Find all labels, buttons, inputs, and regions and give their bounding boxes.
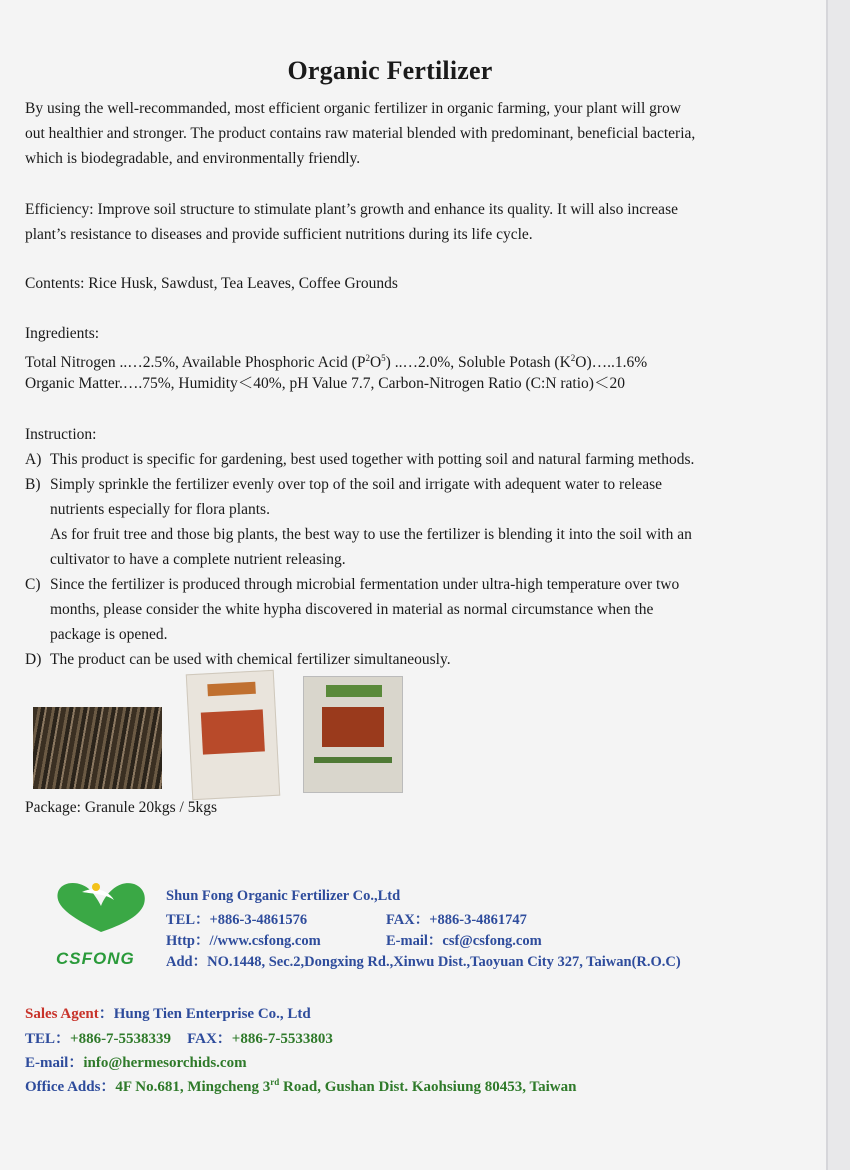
item-label: A) bbox=[25, 451, 42, 468]
ingredients-heading: Ingredients: bbox=[25, 325, 100, 342]
ingredient-text: ) ..…2.0%, Soluble Potash (K bbox=[385, 354, 571, 372]
instruction-item-a bbox=[25, 447, 765, 472]
office-address: Road, Gushan Dist. Kaohsiung 80453, Taiwan bbox=[279, 1079, 577, 1095]
page-edge bbox=[826, 0, 850, 1170]
document-title: Organic Fertilizer bbox=[287, 56, 493, 85]
tel-label: TEL： bbox=[25, 1031, 71, 1047]
item-line: nutrients especially for flora plants. bbox=[50, 501, 270, 518]
email-value: info@hermesorchids.com bbox=[83, 1055, 247, 1071]
ingredient-text: O)…..1.6% bbox=[575, 354, 648, 372]
instruction-heading: Instruction: bbox=[25, 426, 97, 443]
package-caption: Package: Granule 20kgs / 5kgs bbox=[25, 799, 217, 816]
agent-email-line bbox=[25, 1051, 247, 1072]
superscript: rd bbox=[270, 1077, 280, 1087]
csfong-logo-icon bbox=[52, 878, 150, 934]
ingredient-text: O bbox=[369, 354, 382, 372]
company-address: Add：NO.1448, Sec.2,Dongxing Rd.,Xinwu Dist.,Taoyuan City 327, Taiwan(R.O.C) bbox=[166, 954, 681, 970]
ingredient-text: Total Nitrogen ..…2.5%, Available Phosphoric Acid (P bbox=[25, 354, 366, 372]
item-line: cultivator to have a complete nutrient releasing. bbox=[50, 551, 346, 568]
instruction-item-d bbox=[25, 647, 765, 672]
company-email: E-mail：csf@csfong.com bbox=[386, 933, 542, 949]
contents-line: Contents: Rice Husk, Sawdust, Tea Leaves, Coffee Grounds bbox=[25, 275, 398, 292]
superscript: 5 bbox=[381, 353, 386, 363]
package-bag-5kg-photo bbox=[303, 676, 403, 793]
item-label: C) bbox=[25, 576, 41, 593]
agent-office-line bbox=[25, 1075, 576, 1096]
intro-line: which is biodegradable, and environmentally friendly. bbox=[25, 150, 361, 167]
instruction-item-c bbox=[25, 572, 765, 643]
intro-line: out healthier and stronger. The product contains raw material blended with predominant, beneficial bacteria, bbox=[25, 125, 696, 142]
office-address: 4F No.681, Mingcheng 3 bbox=[115, 1079, 271, 1095]
company-name: Shun Fong Organic Fertilizer Co.,Ltd bbox=[166, 888, 401, 904]
item-line: Since the fertilizer is produced through microbial fermentation under ultra-high temperature over two bbox=[50, 576, 680, 593]
instruction-item-b bbox=[25, 472, 765, 568]
email-label: E-mail： bbox=[25, 1055, 84, 1071]
efficiency-line: plant’s resistance to diseases and provide sufficient nutritions during its life cycle. bbox=[25, 226, 533, 243]
company-tel: TEL：+886-3-4861576 bbox=[166, 912, 308, 928]
sales-agent-label: Sales Agent bbox=[25, 1006, 99, 1022]
logo-text: CSFONG bbox=[56, 949, 135, 968]
item-line: Simply sprinkle the fertilizer evenly over top of the soil and irrigate with adequent water to release bbox=[50, 476, 663, 493]
tel-value: +886-7-5538339 bbox=[70, 1031, 172, 1047]
item-line: As for fruit tree and those big plants, the best way to use the fertilizer is blending it into the soil with an bbox=[50, 526, 692, 543]
item-label: D) bbox=[25, 651, 42, 668]
item-line: This product is specific for gardening, best used together with potting soil and natural farming methods. bbox=[50, 451, 695, 468]
fax-label: FAX： bbox=[187, 1031, 232, 1047]
item-line: package is opened. bbox=[50, 626, 168, 643]
superscript: 2 bbox=[570, 353, 576, 363]
fax-value: +886-7-5533803 bbox=[231, 1031, 333, 1047]
efficiency-line: Efficiency: Improve soil structure to stimulate plant’s growth and enhance its quality. It will also increase bbox=[25, 201, 678, 218]
superscript: 2 bbox=[365, 353, 370, 363]
office-label: Office Adds： bbox=[25, 1079, 116, 1095]
sales-agent-line bbox=[25, 1002, 311, 1023]
company-website: Http：//www.csfong.com bbox=[166, 933, 321, 949]
granule-photo bbox=[33, 707, 162, 789]
intro-line: By using the well-recommanded, most efficient organic fertilizer in organic farming, your plant will grow bbox=[25, 100, 681, 117]
package-bag-20kg-photo bbox=[186, 670, 280, 800]
item-line: months, please consider the white hypha discovered in material as normal circumstance when the bbox=[50, 601, 654, 618]
sales-agent-name: ：Hung Tien Enterprise Co., Ltd bbox=[98, 1006, 311, 1022]
agent-phone-line bbox=[25, 1027, 333, 1048]
company-fax: FAX：+886-3-4861747 bbox=[386, 912, 527, 928]
item-line: The product can be used with chemical fertilizer simultaneously. bbox=[50, 651, 451, 668]
ingredients-line-2: Organic Matter.….75%, Humidity＜40%, pH Value 7.7, Carbon-Nitrogen Ratio (C:N ratio)＜20 bbox=[25, 375, 625, 392]
page-edge-line bbox=[826, 0, 828, 1170]
item-label: B) bbox=[25, 476, 41, 493]
